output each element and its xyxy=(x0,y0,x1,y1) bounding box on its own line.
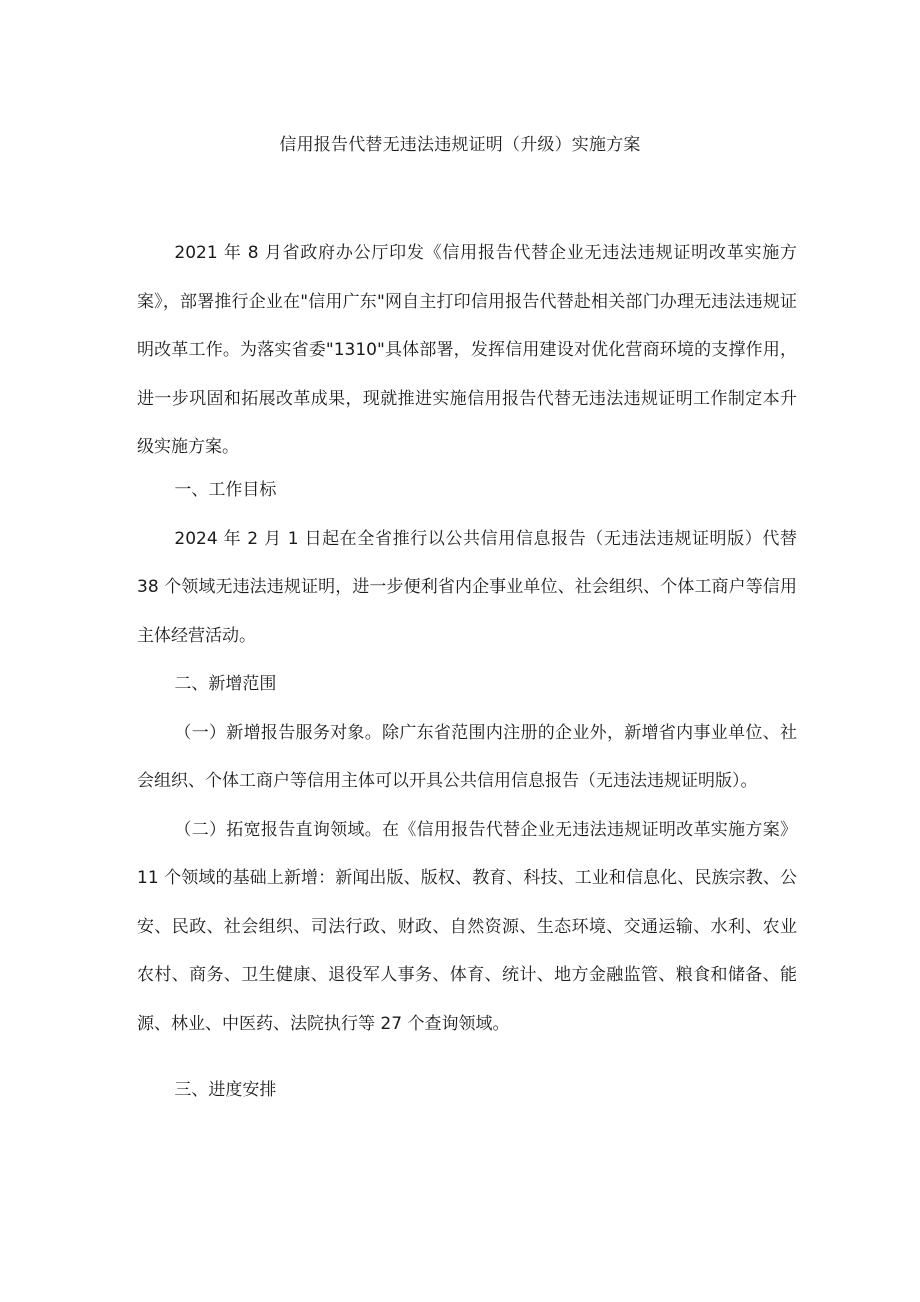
scope-paragraph-2: （二）拓宽报告直询领域。在《信用报告代替企业无违法违规证明改革实施方案》11 个领域的基础上新增：新闻出版、版权、教育、科技、工业和信息化、民族宗教、公安、民政、社会组织、司法行政、财政、自然资源、生态环境、交通运输、水利、农业农村、商务、卫生健康、退役军人事务、体育、统计、地方金融监管、粮食和储备、能源、林业、中医药、法院执行等 27 个查询领域。 xyxy=(137,819,797,1034)
section-heading-scope: 二、新增范围 xyxy=(174,674,277,694)
section-heading-schedule: 三、进度安排 xyxy=(174,1080,277,1100)
goal-paragraph: 2024 年 2 月 1 日起在全省推行以公共信用信息报告（无违法违规证明版）代替 38 个领域无违法违规证明，进一步便利省内企事业单位、社会组织、个体工商户等信用主体经营活动。 xyxy=(137,528,797,646)
document-title: 信用报告代替无违法违规证明（升级）实施方案 xyxy=(279,135,641,155)
schedule-section xyxy=(137,1066,797,1115)
intro-section xyxy=(137,229,797,472)
section-heading-goal: 一、工作目标 xyxy=(174,480,277,500)
intro-paragraph: 2021 年 8 月省政府办公厅印发《信用报告代替企业无违法违规证明改革实施方案》，部署推行企业在"信用广东"网自主打印信用报告代替赴相关部门办理无违法违规证明改革工作。为落实省委"1310"具体部署，发挥信用建设对优化营商环境的支撑作用，进一步巩固和拓展改革成果，现就推进实施信用报告代替无违法违规证明工作制定本升级实施方案。 xyxy=(137,243,797,457)
goal-section xyxy=(137,466,797,1048)
scope-paragraph-1: （一）新增报告服务对象。除广东省范围内注册的企业外，新增省内事业单位、社会组织、个体工商户等信用主体可以开具公共信用信息报告（无违法违规证明版）。 xyxy=(137,722,797,791)
